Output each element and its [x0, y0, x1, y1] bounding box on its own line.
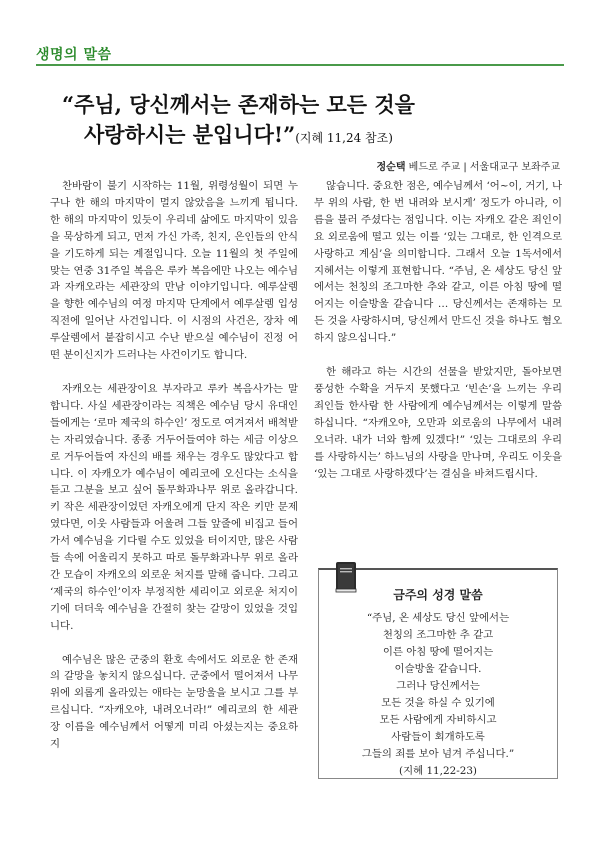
article-paragraph: 찬바람이 불기 시작하는 11월, 위령성월이 되면 누구나 한 해의 마지막이 멀지 않았음을 느끼게 됩니다. 한 해의 마지막이 있듯이 우리네 삶에도 마지막이 있음을 묵상하게 되고, 먼저 가신 가족, 친지, 은인들의 안식을 기도하게 되는 계절입니다. 오늘 11월의 첫 주일에 맞는 연중 31주일 복음은 루카 복음에만 나오는 예수님과 자캐오라는 세관장의 만남 이야기입니다. 예루살렘을 향한 예수님의 여정 마지막 단계에서 예루살렘 입성 직전에 일어난 사건입니다. 이 시점의 사건은, 장차 예루살렘에서 붙잡히시고 수난 받으실 예수님이 진정 어떤 분이신지가 드러나는 사건이기도 합니다.: [50, 180, 298, 362]
section-divider: [36, 64, 564, 66]
headline: [62, 90, 562, 153]
scripture-line: 이슬방울 같습니다.: [394, 663, 482, 675]
author-name: 정순택: [376, 162, 406, 173]
scripture-citation: (지혜 11,22-23): [399, 765, 477, 777]
scripture-line: 모든 사람에게 자비하시고: [379, 714, 497, 726]
scripture-box-title: 금주의 성경 말씀: [393, 588, 483, 602]
scripture-line: 사람들이 회개하도록: [391, 731, 485, 743]
headline-line2-wrap: [62, 120, 562, 153]
weekly-scripture-box: [318, 568, 558, 779]
scripture-line: 그러나 당신께서는: [396, 680, 480, 692]
scripture-line: 이른 아침 땅에 떨어지는: [382, 646, 494, 658]
author-detail: 베드로 주교 | 서울대교구 보좌주교: [405, 162, 560, 173]
article-paragraph: 예수님은 많은 군중의 환호 속에서도 외로운 한 존재의 갈망을 놓치지 않으십니다. 군중에서 떨어져서 나무 위에 외롭게 올라있는 애타는 눈망울을 보시고 그를 부르십니다. “자캐오야, 내려오너라!” 예리코의 한 세관장 이름을 예수님께서 어떻게 미리 아셨는지는 중요하지: [50, 653, 298, 751]
scripture-line: “주님, 온 세상도 당신 앞에서는: [366, 612, 510, 624]
scripture-line: 천칭의 조그마한 추 같고: [382, 629, 494, 641]
scripture-line: 그들의 죄를 보아 넘겨 주십니다.”: [361, 748, 515, 760]
scripture-line: 모든 것을 하실 수 있기에: [381, 697, 495, 709]
headline-reference: (지혜 11,24 참조): [295, 131, 393, 145]
scripture-box-body: [327, 610, 549, 780]
article-paragraph: 한 해라고 하는 시간의 선물을 받았지만, 돌아보면 풍성한 수확을 거두지 못했다고 ‘빈손’을 느끼는 우리 죄인들 한사람 한 사람에게 예수님께서는 이렇게 말씀하십니다. “자캐오야, 오만과 외로움의 나무에서 내려오너라. 내가 너와 함께 있겠다!” ‘있는 그대로의 우리를 사랑하시는’ 하느님의 사랑을 만나며, 우리도 이웃을 ‘있는 그대로 사랑하겠다’는 결심을 바쳐드립시다.: [314, 366, 562, 480]
article-paragraph: 자캐오는 세관장이요 부자라고 루카 복음사가는 말합니다. 사실 세관장이라는 직책은 예수님 당시 유대인들에게는 ‘로마 제국의 하수인’ 정도로 여겨져서 배척받는 자리였습니다. 종종 거두어들여야 하는 세금 이상으로 거두어들여 자신의 배를 채우는 경우도 많았다고 합니다. 이 자캐오가 예수님이 예리코에 오신다는 소식을 듣고 그분을 보고 싶어 돌무화과나무 위로 올라갑니다. 키 작은 세관장이었던 자캐오에게 단지 작은 키만 문제였다면, 이웃 사람들과 어울려 그들 앞줄에 비집고 들어가서 예수님을 기다릴 수도 있었을 터이지만, 많은 사람들 속에 어울리지 못하고 따로 돌무화과나무 위로 올라간 모습이 자캐오의 외로운 처지를 말해 줍니다. 그리고 ‘제국의 하수인’이자 부정직한 세리이고 외로운 처지이기에 더더욱 예수님을 간절히 찾는 갈망이 있었을 것입니다.: [50, 382, 298, 632]
headline-line2: 사랑하시는 분입니다!”: [84, 122, 296, 147]
article-paragraph: 않습니다. 중요한 점은, 예수님께서 ‘어~이, 거기, 나무 위의 사람, 한 번 내려와 보시게’ 정도가 아니라, 이름을 불러 주셨다는 점입니다. 이는 자캐오 같은 죄인이요 외로움에 떨고 있는 이를 ‘있는 그대로, 한 인격으로 사랑하고 계심’을 의미합니다. 그래서 오늘 1독서에서 지혜서는 이렇게 표현합니다. “주님, 온 세상도 당신 앞에서는 천칭의 조그마한 추와 같고, 이른 아침 땅에 떨어지는 이슬방울 같습니다 … 당신께서는 존재하는 모든 것을 사랑하시며, 당신께서 만드신 것을 하나도 혐오하지 않으십니다.”: [314, 180, 562, 345]
byline: [377, 158, 561, 173]
article-left-column: [50, 178, 298, 770]
headline-line1: “주님, 당신께서는 존재하는 모든 것을: [62, 92, 415, 117]
section-title: 생명의 말씀: [36, 47, 112, 63]
article-right-column: [314, 178, 562, 499]
